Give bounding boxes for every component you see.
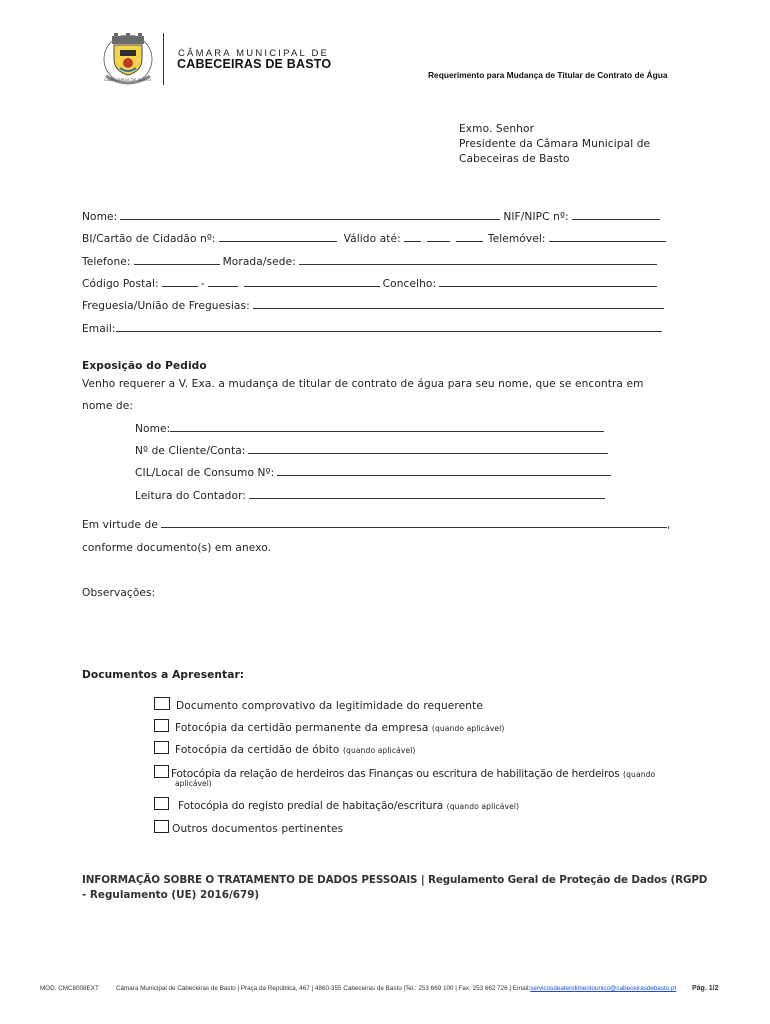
addressee-line1: Exmo. Senhor <box>459 123 535 135</box>
label-nome: Nome: <box>82 211 118 223</box>
cp-locality-line[interactable] <box>244 285 380 287</box>
doc-label-6: Outros documentos pertinentes <box>172 823 344 835</box>
label-virtude: Em virtude de <box>82 519 158 531</box>
label-leitura: Leitura do Contador: <box>135 490 247 502</box>
exposicao-text-line1: Venho requerer a V. Exa. a mudança de titular de contrato de água para seu nome, que se encontra em <box>82 378 644 390</box>
doc-label-1: Documento comprovativo da legitimidade do requerente <box>176 700 483 712</box>
cp-dash: - <box>200 278 205 290</box>
documentos-heading: Documentos a Apresentar: <box>82 669 245 681</box>
label-nif: NIF/NIPC nº: <box>503 211 569 223</box>
morada-input-line[interactable] <box>299 263 657 265</box>
logo-line2: CABECEIRAS DE BASTO <box>177 57 332 71</box>
cliente-input-line[interactable] <box>248 452 608 454</box>
field-row-bi <box>82 233 669 245</box>
footer-address-text: Câmara Municipal de Cabeceiras de Basto | Praça da República, 467 | 4860-355 Cabeceiras de Basto |Tel.: 253 669 100 | Fax: 253 662 726 | Email: <box>116 985 531 992</box>
freguesia-input-line[interactable] <box>253 307 664 309</box>
doc-label-4: Fotocópia da relação de herdeiros das Finanças ou escritura de habilitação de herdeiros <box>171 768 620 780</box>
doc-note-3: (quando aplicável) <box>342 746 416 755</box>
valido-year-line[interactable] <box>456 240 483 242</box>
doc-item-4 <box>154 765 655 780</box>
footer-mod: MOD. CMC8008EXT <box>40 985 99 992</box>
form-title: Requerimento para Mudança de Titular de Contrato de Água <box>428 70 668 80</box>
field-row-cliente <box>135 445 611 457</box>
field-row-codigo-postal <box>82 278 660 290</box>
exposicao-text-line2: nome de: <box>82 400 134 412</box>
footer-page: Pág. 1/2 <box>692 985 719 992</box>
cil-input-line[interactable] <box>277 474 611 476</box>
addressee-line2: Presidente da Câmara Municipal de <box>459 138 651 150</box>
doc-checkbox-3[interactable] <box>154 741 169 754</box>
logo-line1: CÂMARA MUNICIPAL DE <box>178 48 330 59</box>
field-row-prev-nome <box>135 423 607 435</box>
label-prev-nome: Nome: <box>135 423 171 435</box>
valido-month-line[interactable] <box>427 240 450 242</box>
cp-part2-line[interactable] <box>208 285 238 287</box>
field-row-virtude <box>82 519 670 531</box>
label-cil: CIL/Local de Consumo Nº: <box>135 467 275 479</box>
field-row-freguesia <box>82 300 667 312</box>
field-row-nome <box>82 211 663 223</box>
label-email: Email: <box>82 323 116 335</box>
doc-label-3: Fotocópia da certidão de óbito <box>175 744 340 756</box>
label-valido: Válido até: <box>343 233 401 245</box>
doc-item-6 <box>154 820 343 835</box>
cp-part1-line[interactable] <box>162 285 198 287</box>
doc-item-5 <box>154 797 519 812</box>
doc-note-5: (quando aplicável) <box>446 802 520 811</box>
field-row-cil <box>135 467 614 479</box>
virtude-comma: , <box>666 519 671 531</box>
doc-checkbox-6[interactable] <box>154 820 169 833</box>
virtude-input-line[interactable] <box>161 526 667 528</box>
concelho-input-line[interactable] <box>439 285 657 287</box>
nome-input-line[interactable] <box>120 218 500 220</box>
doc-note-4: (quando <box>623 770 656 779</box>
valido-day-line[interactable] <box>404 240 421 242</box>
email-input-line[interactable] <box>116 330 662 332</box>
footer-address <box>116 985 676 992</box>
doc-label-5: Fotocópia do registo predial de habitação/escritura <box>178 800 444 812</box>
doc-checkbox-2[interactable] <box>154 719 169 732</box>
exposicao-heading: Exposição do Pedido <box>82 360 207 372</box>
bi-input-line[interactable] <box>219 240 337 242</box>
doc-checkbox-1[interactable] <box>154 697 170 710</box>
rgpd-line2: - Regulamento (UE) 2016/679) <box>82 889 260 901</box>
field-row-telefone <box>82 256 660 268</box>
doc-item-3 <box>154 741 416 756</box>
prev-nome-input-line[interactable] <box>170 430 604 432</box>
label-bi: BI/Cartão de Cidadão nº: <box>82 233 216 245</box>
doc-item-2 <box>154 719 504 734</box>
addressee-line3: Cabeceiras de Basto <box>459 153 570 165</box>
anexo-text: conforme documento(s) em anexo. <box>82 542 272 554</box>
label-telemovel: Telemóvel: <box>487 233 546 245</box>
doc-checkbox-4[interactable] <box>154 765 169 778</box>
rgpd-line1: INFORMAÇÃO SOBRE O TRATAMENTO DE DADOS PESSOAIS | Regulamento Geral de Proteção de Dados (RGPD <box>82 874 708 886</box>
label-freguesia: Freguesia/União de Freguesias: <box>82 300 250 312</box>
logo-divider <box>163 33 164 85</box>
doc-checkbox-5[interactable] <box>154 797 169 810</box>
label-concelho: Concelho: <box>382 278 437 290</box>
nif-input-line[interactable] <box>572 218 660 220</box>
label-telefone: Telefone: <box>82 256 131 268</box>
municipal-logo <box>98 30 158 88</box>
doc-item-1 <box>154 697 483 712</box>
telefone-input-line[interactable] <box>134 263 220 265</box>
label-codigo-postal: Código Postal: <box>82 278 159 290</box>
doc-label-2: Fotocópia da certidão permanente da empresa <box>175 722 429 734</box>
doc-note-2: (quando aplicável) <box>431 724 505 733</box>
doc-note-4-cont: aplicável) <box>175 779 212 788</box>
label-cliente: Nº de Cliente/Conta: <box>135 445 246 457</box>
seal-text: CABECEIRAS DE BASTO <box>104 77 152 82</box>
leitura-input-line[interactable] <box>249 497 605 499</box>
telemovel-input-line[interactable] <box>549 240 666 242</box>
footer-email-link[interactable]: servicosdeatendimentounico@cabeceirasdebasto.pt <box>530 985 677 992</box>
field-row-email <box>82 323 665 335</box>
observacoes-label: Observações: <box>82 587 156 599</box>
label-morada: Morada/sede: <box>222 256 296 268</box>
field-row-leitura <box>135 490 608 502</box>
